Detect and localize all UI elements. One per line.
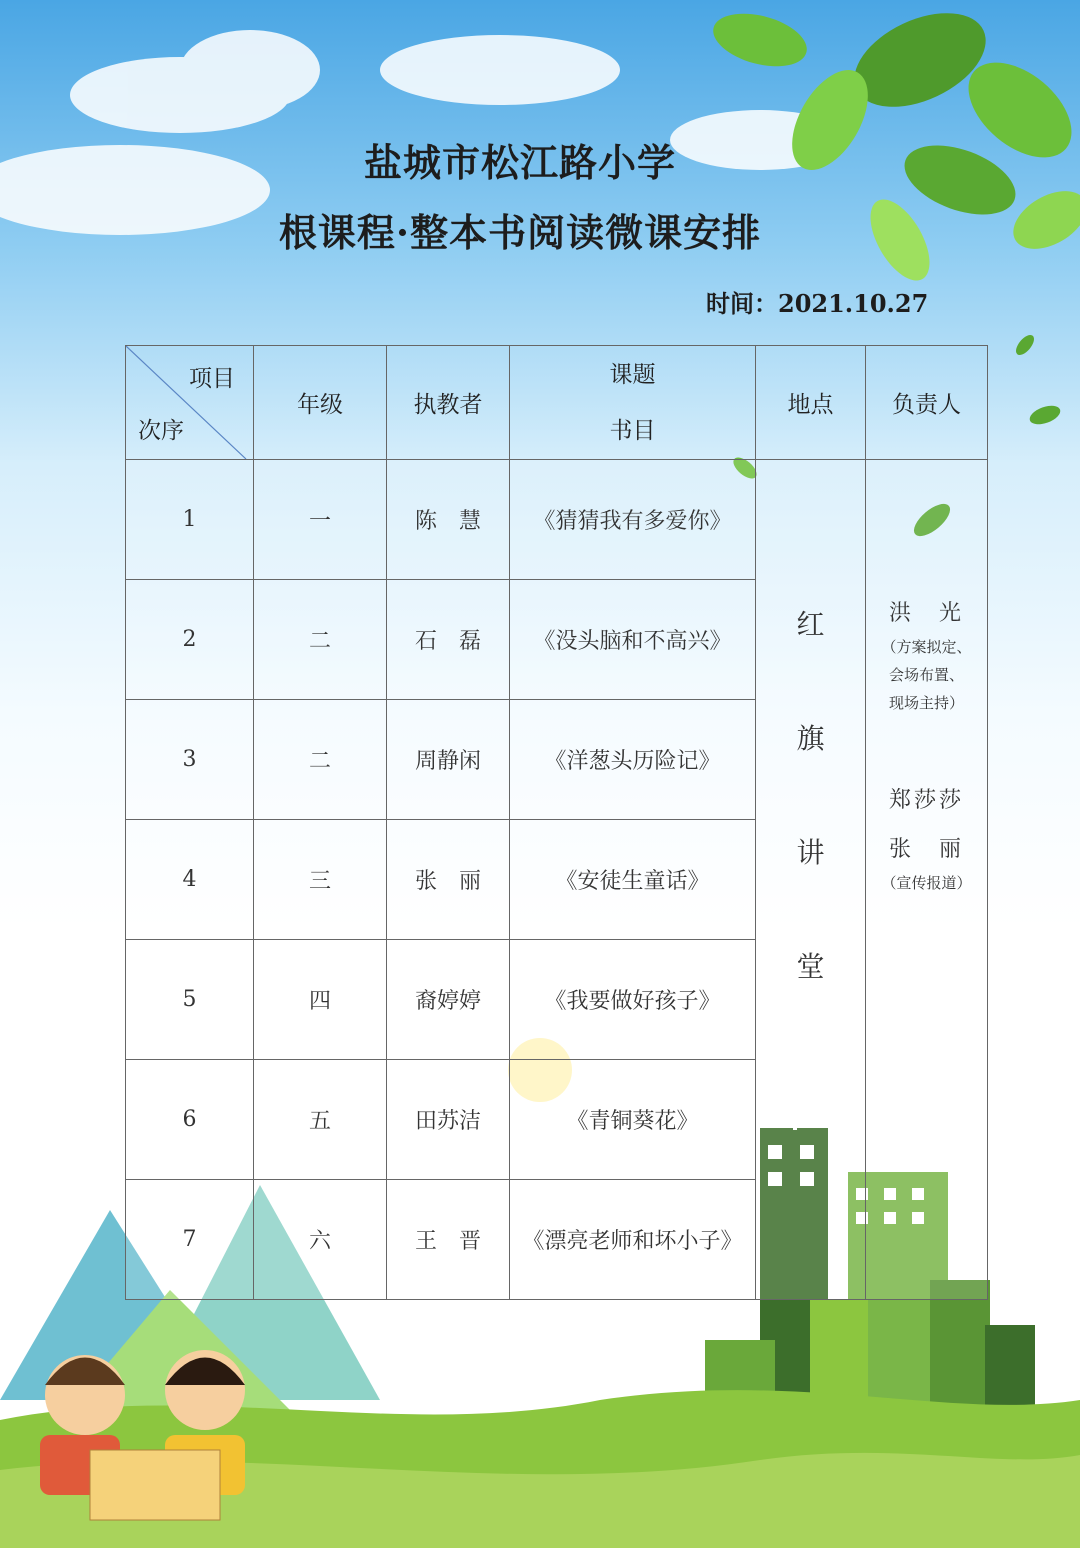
cell-order: 4: [126, 820, 254, 940]
cell-grade: 二: [254, 700, 387, 820]
header-location: 地点: [756, 346, 866, 460]
header-order: 次序: [138, 418, 184, 444]
cell-teacher: 陈 慧: [387, 460, 510, 580]
location-char: 讲: [796, 836, 825, 869]
header-owner: 负责人: [866, 346, 988, 460]
header-item: 项目: [189, 366, 235, 392]
cell-order: 6: [126, 1060, 254, 1180]
owner-note: 会场布置、: [888, 666, 964, 684]
cell-order: 2: [126, 580, 254, 700]
header-topic: [510, 346, 756, 460]
cell-teacher: 石 磊: [387, 580, 510, 700]
cell-teacher: 田苏洁: [387, 1060, 510, 1180]
cell-grade: 一: [254, 460, 387, 580]
header-topic-line1: 课题: [609, 361, 656, 388]
owner-name: 张 丽: [888, 837, 964, 862]
cell-grade: 六: [254, 1180, 387, 1300]
cell-order: 5: [126, 940, 254, 1060]
cell-book: 《猜猜我有多爱你》: [510, 460, 756, 580]
location-char: 旗: [796, 722, 825, 755]
cell-book: 《青铜葵花》: [510, 1060, 756, 1180]
page-title: 根课程·整本书阅读微课安排: [278, 210, 762, 255]
cell-order: 7: [126, 1180, 254, 1300]
cell-teacher: 裔婷婷: [387, 940, 510, 1060]
location-char: 堂: [796, 950, 825, 983]
header-grade: 年级: [254, 346, 387, 460]
owner-name: 郑莎莎: [888, 788, 964, 813]
cell-grade: 五: [254, 1060, 387, 1180]
cell-order: 1: [126, 460, 254, 580]
owner-note: （方案拟定、: [881, 638, 972, 656]
header-order-item: [126, 346, 254, 460]
table-row: [126, 460, 988, 580]
school-name: 盐城市松江路小学: [363, 140, 676, 185]
header-topic-line2: 书目: [609, 417, 656, 444]
cell-grade: 三: [254, 820, 387, 940]
cell-book: 《洋葱头历险记》: [510, 700, 756, 820]
cell-book: 《没头脑和不高兴》: [510, 580, 756, 700]
owner-name: 洪 光: [888, 601, 964, 626]
cell-grade: 二: [254, 580, 387, 700]
cell-grade: 四: [254, 940, 387, 1060]
cell-book: 《安徒生童话》: [510, 820, 756, 940]
cell-location: [756, 460, 866, 1300]
schedule-table: [125, 345, 988, 1300]
cell-book: 《漂亮老师和坏小子》: [510, 1180, 756, 1300]
cell-book: 《我要做好孩子》: [510, 940, 756, 1060]
header-teacher: 执教者: [387, 346, 510, 460]
cell-teacher: 周静闲: [387, 700, 510, 820]
location-char: 红: [796, 608, 825, 641]
owner-note: 现场主持）: [888, 694, 964, 712]
cell-order: 3: [126, 700, 254, 820]
cell-teacher: 王 晋: [387, 1180, 510, 1300]
schedule-date: 时间：2021.10.27: [706, 289, 929, 318]
cell-owner: [866, 460, 988, 1300]
cell-teacher: 张 丽: [387, 820, 510, 940]
owner-note: （宣传报道）: [881, 874, 972, 892]
